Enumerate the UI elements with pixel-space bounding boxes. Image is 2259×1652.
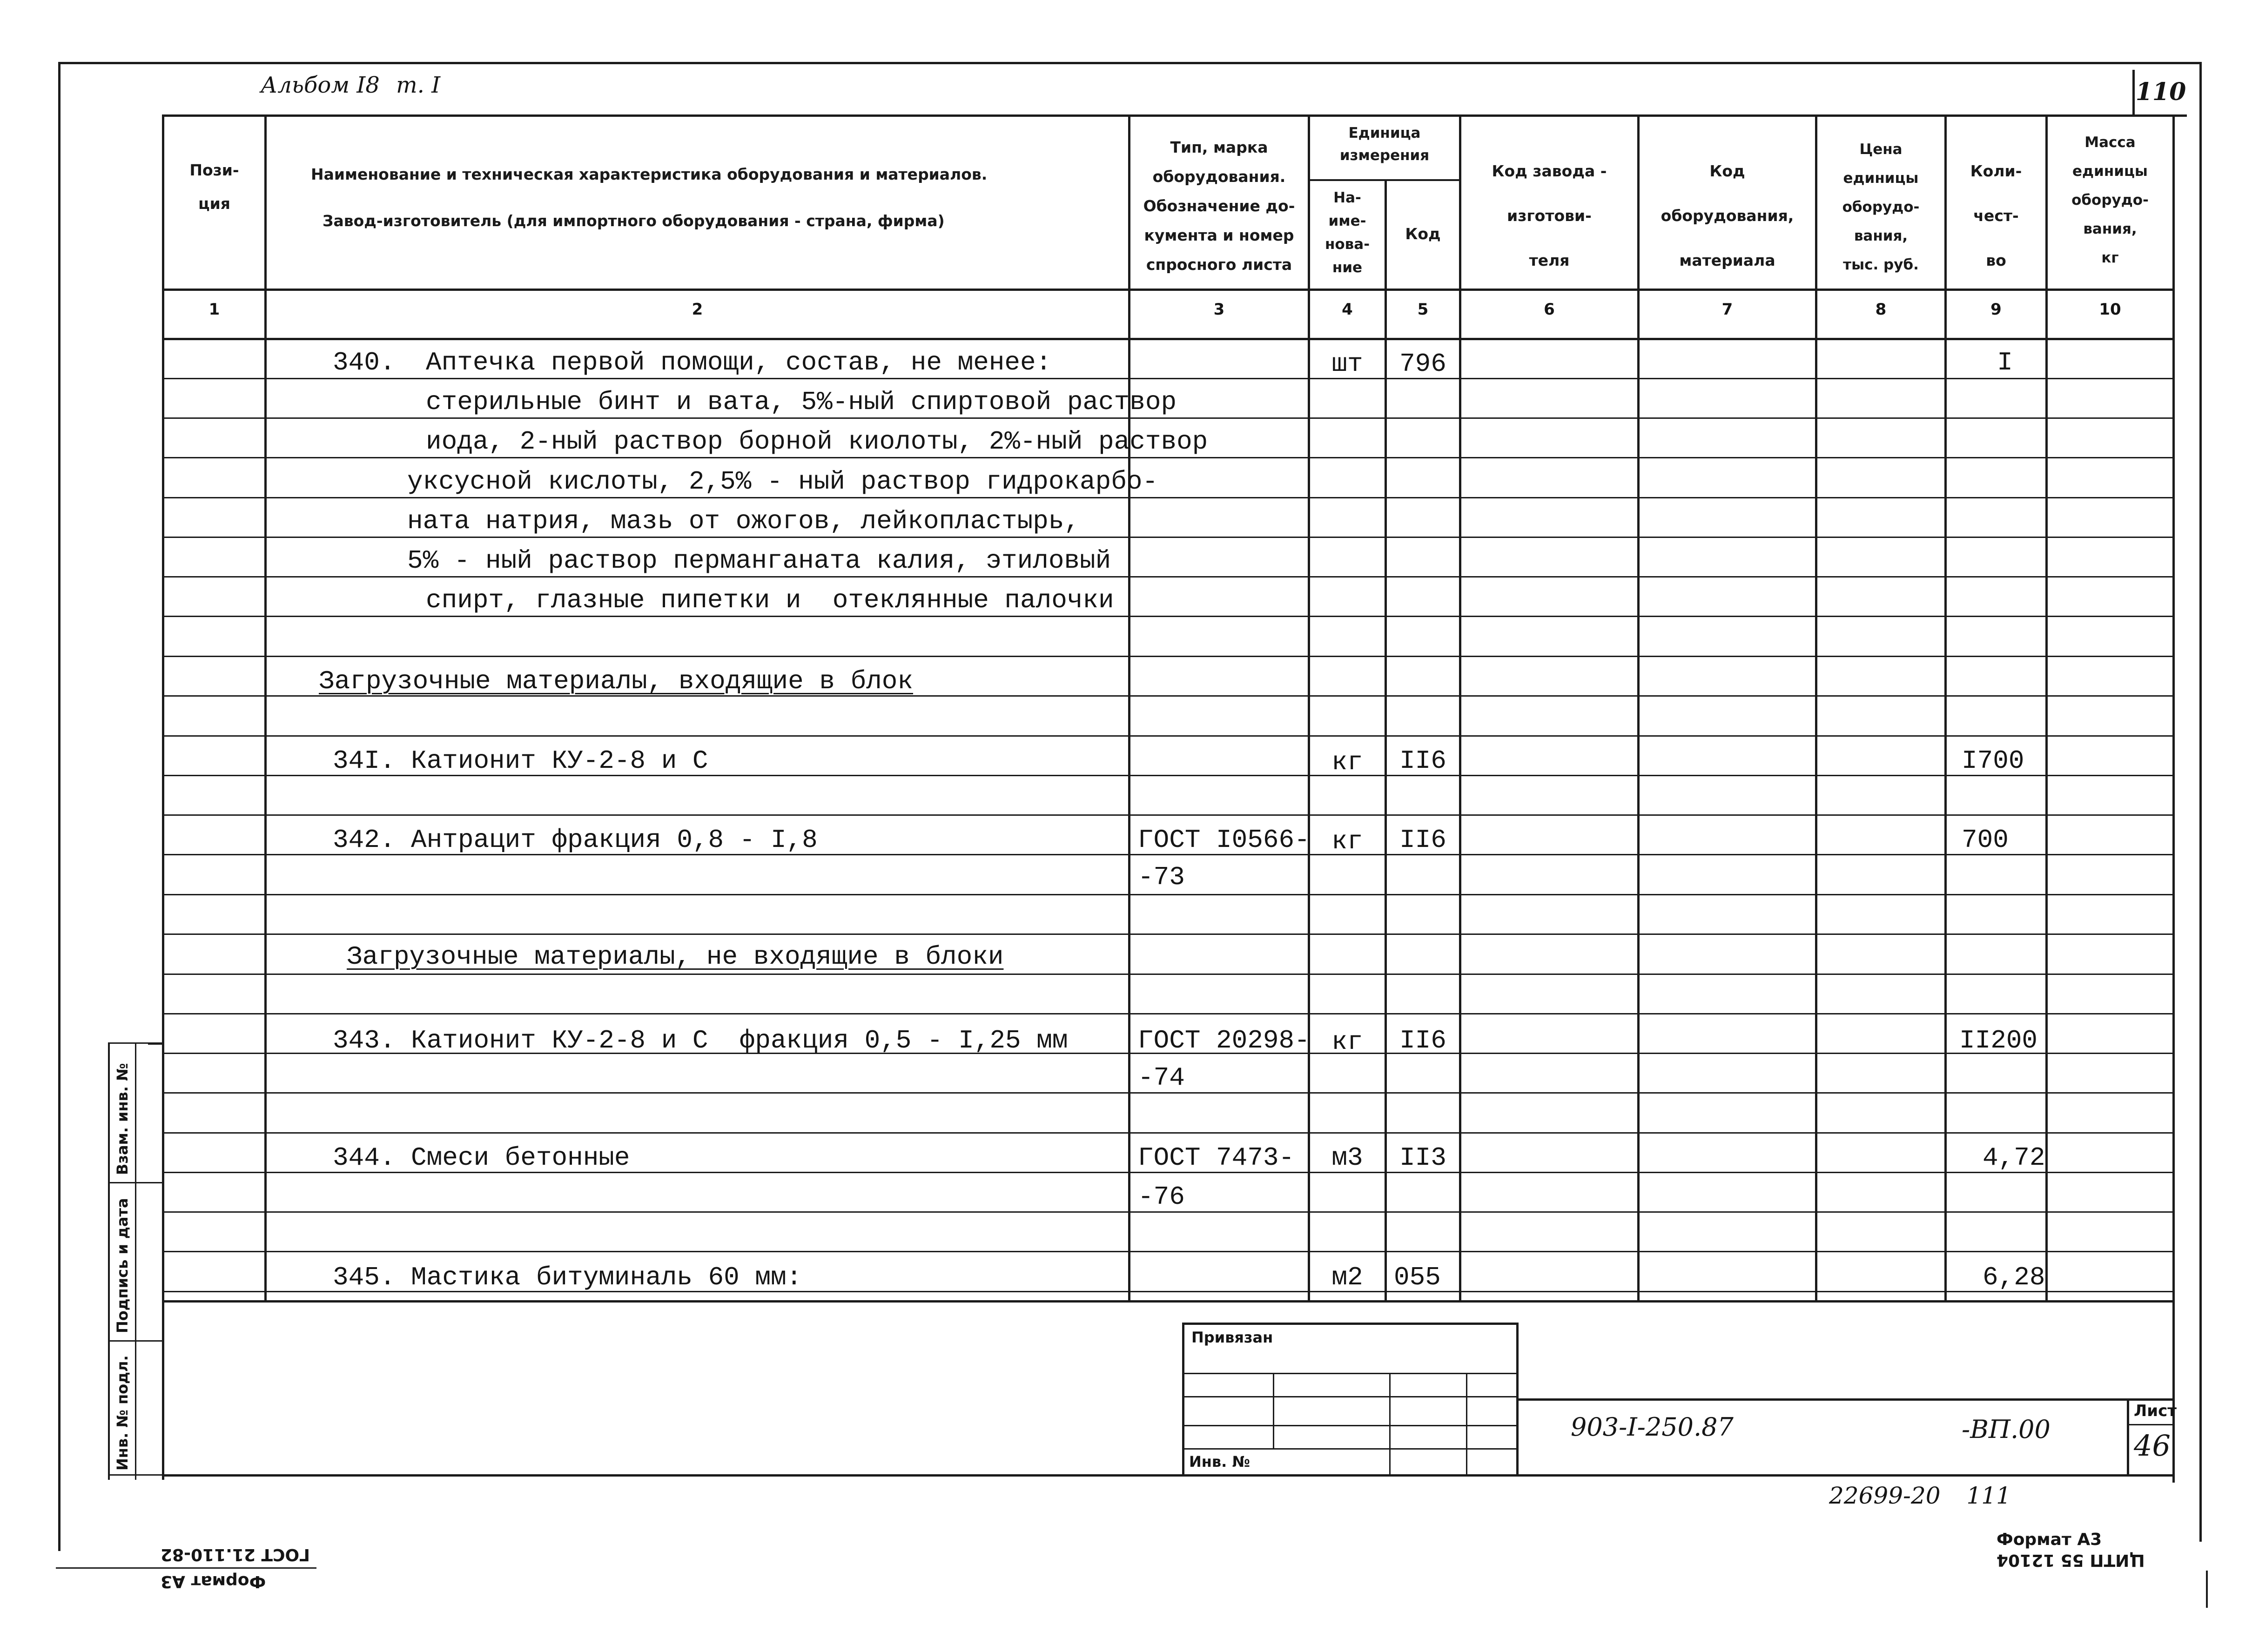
colnum-3: 3 bbox=[1213, 300, 1225, 319]
col-line-7 bbox=[1815, 114, 1817, 1301]
row-345-unit: м2 bbox=[1331, 1263, 1363, 1292]
header-top-line bbox=[162, 114, 2175, 117]
row-343-doc-2: -74 bbox=[1138, 1063, 1185, 1093]
side-stamp-div-2 bbox=[108, 1340, 164, 1342]
row-rule bbox=[162, 656, 2175, 657]
row-341-unit: кг bbox=[1331, 747, 1363, 777]
header-position: Пози- ция bbox=[189, 161, 239, 213]
side-stamp-bottom bbox=[108, 1474, 164, 1476]
body-bottom-rule bbox=[162, 1300, 2175, 1303]
row-342-unit: кг bbox=[1331, 826, 1363, 856]
colnum-bottom-line bbox=[162, 338, 2175, 340]
col-line-6 bbox=[1637, 114, 1640, 1301]
row-343-code: II6 bbox=[1399, 1026, 1446, 1055]
colnum-4: 4 bbox=[1342, 300, 1353, 319]
row-340-line-5: ната натрия, мазь от ожогов, лейкопластырь, bbox=[407, 506, 1080, 536]
header-unit-name: На- име- нова- ние bbox=[1324, 189, 1370, 276]
stamp-privyazan: Привязан bbox=[1191, 1329, 1273, 1346]
stamp-line-2 bbox=[1182, 1396, 1519, 1397]
row-342-qty: 700 bbox=[1962, 825, 2009, 855]
row-rule bbox=[162, 1132, 2175, 1134]
row-340-line-4: уксусной кислоты, 2,5% - ный раствор гидрокарбо- bbox=[407, 467, 1158, 497]
row-342-text: 342. Антрацит фракция 0,8 - I,8 bbox=[333, 825, 818, 855]
row-340-unit: шт bbox=[1331, 349, 1363, 379]
corner-number: 110 bbox=[2135, 78, 2186, 106]
frame-bottom-line bbox=[56, 1567, 316, 1569]
colnum-10: 10 bbox=[2099, 300, 2121, 319]
row-343-doc-1: ГОСТ 20298- bbox=[1138, 1026, 1310, 1055]
row-340-line-6: 5% - ный раствор перманганата калия, этиловый bbox=[407, 546, 1111, 576]
stamp-line-1 bbox=[1182, 1373, 1519, 1374]
tsitp-mirrored: ЦИТП 55 12104 bbox=[1997, 1551, 2145, 1570]
header-quantity: Коли- чест- во bbox=[1970, 162, 2022, 269]
row-344-doc-1: ГОСТ 7473- bbox=[1138, 1143, 1295, 1173]
frame-left-line bbox=[58, 62, 61, 1551]
row-344-doc-2: -76 bbox=[1138, 1182, 1185, 1212]
side-stamp-tick bbox=[148, 1043, 164, 1045]
col-line-8 bbox=[1944, 114, 1947, 1301]
stamp-vline-3 bbox=[1466, 1373, 1467, 1476]
colnum-7: 7 bbox=[1721, 300, 1733, 319]
bottom-archive-number: 22699-20 111 bbox=[1829, 1482, 2011, 1509]
row-340-line-2: стерильные бинт и вата, 5%-ный спиртовой раствор bbox=[426, 387, 1177, 417]
frame-right-bottom-stub bbox=[2206, 1571, 2208, 1608]
row-341-text: 34I. Катионит КУ-2-8 и С bbox=[333, 746, 708, 776]
row-342-doc-2: -73 bbox=[1138, 862, 1185, 892]
row-344-code: II3 bbox=[1399, 1143, 1446, 1173]
header-bottom-line bbox=[162, 289, 2175, 291]
row-343-qty: II200 bbox=[1959, 1026, 2038, 1055]
stamp-inv: Инв. № bbox=[1189, 1453, 1250, 1471]
side-stamp-left bbox=[108, 1042, 110, 1480]
unit-subheader-line bbox=[1308, 179, 1461, 181]
colnum-5: 5 bbox=[1417, 300, 1429, 319]
header-factory-code: Код завода - изготови- теля bbox=[1492, 162, 1607, 269]
row-345-qty: 6,28 bbox=[1983, 1263, 2045, 1292]
title-block-bottom bbox=[164, 1474, 2175, 1477]
row-340-line-1: Аптечка первой помощи, состав, не менее: bbox=[426, 348, 1052, 377]
row-340-position: 340. bbox=[333, 348, 396, 377]
stamp-line-3 bbox=[1182, 1425, 1519, 1426]
designation-suffix: -ВП.00 bbox=[1962, 1415, 2051, 1444]
row-rule bbox=[162, 735, 2175, 737]
title-block-top bbox=[1519, 1398, 2175, 1401]
header-unit-code: Код bbox=[1405, 225, 1441, 243]
col-line-3 bbox=[1308, 114, 1310, 1301]
row-340-line-3: иода, 2-ный раствор борной киолоты, 2%-ный раствор bbox=[426, 427, 1208, 457]
row-340-qty: I bbox=[1997, 348, 2013, 377]
side-label-vzam: Взам. инв. № bbox=[114, 1063, 131, 1175]
sheet-cell-left bbox=[2127, 1398, 2129, 1475]
header-unit: Единица измерения bbox=[1339, 125, 1430, 164]
row-341-code: II6 bbox=[1399, 746, 1446, 776]
gost-mirrored: ГОСТ 21.110-82 bbox=[161, 1545, 310, 1564]
col-line-2 bbox=[1128, 114, 1130, 1301]
row-342-code: II6 bbox=[1399, 825, 1446, 855]
colnum-6: 6 bbox=[1544, 300, 1555, 319]
stamp-box-top bbox=[1182, 1323, 1519, 1325]
row-341-qty: I700 bbox=[1962, 746, 2024, 776]
header-type: Тип, марка оборудования. Обозначение до- кумента и номер спросного листа bbox=[1143, 138, 1295, 274]
designation: 903-I-250.87 bbox=[1571, 1412, 1734, 1442]
col-line-1 bbox=[264, 114, 267, 1301]
album-part: т. I bbox=[396, 72, 441, 98]
row-345-code: 055 bbox=[1394, 1263, 1441, 1292]
stamp-vline-2 bbox=[1389, 1373, 1391, 1476]
header-equipment-code: Код оборудования, материала bbox=[1661, 162, 1794, 269]
format-label: Формат А3 bbox=[1997, 1530, 2102, 1549]
row-343-unit: кг bbox=[1331, 1027, 1363, 1057]
sheet-cell-mid bbox=[2127, 1424, 2175, 1425]
frame-top-line bbox=[58, 62, 2201, 64]
header-price: Цена единицы оборудо- вания, тыс. руб. bbox=[1842, 141, 1920, 273]
row-rule bbox=[162, 1013, 2175, 1014]
section-heading-in-block: Загрузочные материалы, входящие в блок bbox=[319, 666, 914, 696]
corner-number-box bbox=[2132, 70, 2187, 117]
side-label-inv-podl: Инв. № подл. bbox=[114, 1355, 131, 1471]
stamp-box-left bbox=[1182, 1323, 1184, 1476]
col-line-9 bbox=[2045, 114, 2048, 1301]
row-345-text: 345. Мастика битуминаль 60 мм: bbox=[333, 1263, 802, 1292]
stamp-line-4 bbox=[1182, 1448, 1519, 1450]
table-right-line bbox=[2172, 114, 2175, 1483]
header-mass: Масса единицы оборудо- вания, кг bbox=[2071, 134, 2149, 266]
album-title: Альбом I8 т. I bbox=[261, 72, 441, 98]
side-stamp-right bbox=[162, 1042, 164, 1480]
row-340-line-7: спирт, глазные пипетки и отеклянные палочки bbox=[426, 585, 1114, 615]
sheet-number: 46 bbox=[2134, 1429, 2171, 1463]
row-343-text: 343. Катионит КУ-2-8 и С фракция 0,5 - I,25 мм bbox=[333, 1026, 1068, 1055]
row-342-doc-1: ГОСТ I0566- bbox=[1138, 825, 1310, 855]
row-rule bbox=[162, 814, 2175, 816]
colnum-1: 1 bbox=[208, 300, 220, 319]
side-stamp-mid bbox=[135, 1042, 136, 1480]
col-line-5 bbox=[1459, 114, 1461, 1301]
frame-right-outer bbox=[2199, 62, 2202, 1542]
side-label-podpis: Подпись и дата bbox=[114, 1198, 131, 1333]
row-344-qty: 4,72 bbox=[1983, 1143, 2045, 1173]
row-rule bbox=[162, 1251, 2175, 1252]
colnum-9: 9 bbox=[1990, 300, 2002, 319]
sheet-label: Лист bbox=[2134, 1402, 2177, 1420]
header-name: Наименование и техническая характеристика оборудования и материалов. Завод-изготовитель (для импортного оборудования - страна, фирма) bbox=[311, 165, 988, 230]
format-mirrored: Формат А3 bbox=[161, 1572, 266, 1591]
colnum-8: 8 bbox=[1875, 300, 1887, 319]
stamp-vline-1 bbox=[1273, 1373, 1274, 1450]
row-rule bbox=[162, 933, 2175, 935]
row-344-text: 344. Смеси бетонные bbox=[333, 1143, 630, 1173]
section-heading-not-in-block: Загрузочные материалы, не входящие в блоки bbox=[347, 942, 1004, 972]
row-340-code: 796 bbox=[1399, 349, 1446, 379]
row-344-unit: м3 bbox=[1331, 1143, 1363, 1173]
colnum-2: 2 bbox=[692, 300, 703, 319]
side-stamp-div-1 bbox=[108, 1182, 164, 1183]
